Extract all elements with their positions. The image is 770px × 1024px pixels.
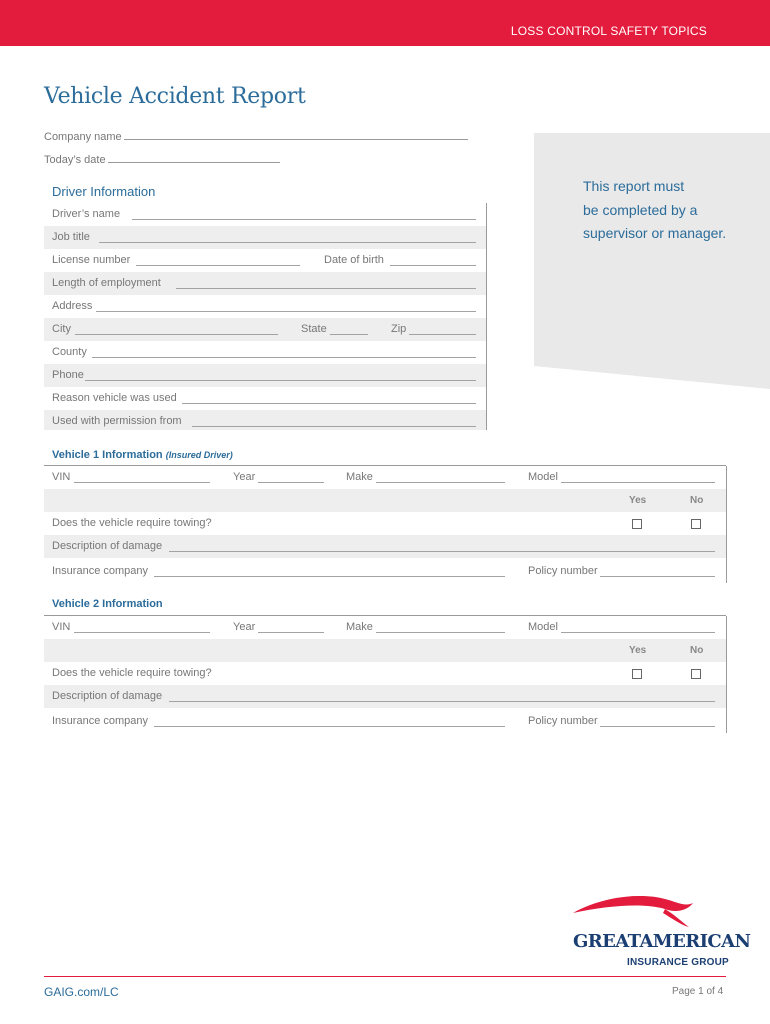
vehicle1-insurance-label: Insurance company (52, 565, 148, 577)
vehicle2-vin-line[interactable] (74, 632, 210, 633)
vehicle2-insurance-label: Insurance company (52, 715, 148, 727)
page-title: Vehicle Accident Report (44, 84, 306, 109)
vehicle1-year-label: Year (233, 471, 256, 483)
address-row[interactable] (44, 295, 486, 318)
vehicle1-policy-label: Policy number (528, 565, 598, 577)
city-label: City (52, 323, 71, 335)
vehicle1-damage-label: Description of damage (52, 540, 163, 552)
vehicle2-towing-yes-checkbox[interactable] (632, 669, 642, 679)
vehicle1-model-label: Model (528, 471, 558, 483)
county-row[interactable] (44, 341, 486, 364)
address-label: Address (52, 300, 93, 312)
driver-info-block (44, 203, 487, 430)
todays-date-label: Today’s date (44, 154, 106, 166)
vehicle1-year-line[interactable] (258, 482, 324, 483)
vehicle1-towing-row (44, 512, 726, 535)
footer-url[interactable]: GAIG.com/LC (44, 985, 119, 999)
vehicle1-towing-yes-checkbox[interactable] (632, 519, 642, 529)
county-label: County (52, 346, 87, 358)
note-line-2: be completed by a (583, 201, 698, 218)
logo-subtitle: INSURANCE GROUP (627, 957, 729, 968)
license-number-line[interactable] (136, 265, 300, 266)
phone-label: Phone (52, 369, 84, 381)
vehicle2-no-header: No (690, 645, 704, 656)
vehicle2-towing-no-checkbox[interactable] (691, 669, 701, 679)
vehicle1-insurance-line[interactable] (154, 576, 505, 577)
banner-text: LOSS CONTROL SAFETY TOPICS (510, 24, 707, 38)
job-title-line[interactable] (99, 242, 476, 243)
vehicle1-block (44, 466, 727, 583)
state-label: State (301, 323, 327, 335)
zip-label: Zip (391, 323, 407, 335)
vehicle2-damage-row[interactable] (44, 685, 726, 708)
city-line[interactable] (75, 334, 278, 335)
vehicle2-vin-row[interactable] (44, 616, 726, 639)
reason-line[interactable] (182, 403, 476, 404)
note-panel (534, 133, 770, 389)
length-of-employment-line[interactable] (176, 288, 476, 289)
zip-line[interactable] (409, 334, 476, 335)
date-of-birth-line[interactable] (390, 265, 476, 266)
vehicle2-policy-label: Policy number (528, 715, 598, 727)
vehicle1-towing-label: Does the vehicle require towing? (52, 517, 212, 529)
vehicle2-yesno-header (44, 639, 726, 662)
date-of-birth-label: Date of birth (324, 254, 384, 266)
vehicle2-yes-header: Yes (629, 645, 647, 656)
county-line[interactable] (92, 357, 476, 358)
vehicle2-year-line[interactable] (258, 632, 324, 633)
driver-section-heading: Driver Information (52, 184, 156, 199)
vehicle2-year-label: Year (233, 621, 256, 633)
permission-row[interactable] (44, 410, 486, 430)
top-banner (0, 0, 770, 46)
job-title-row[interactable] (44, 226, 486, 249)
vehicle1-heading-note: (Insured Driver) (165, 450, 233, 460)
vehicle1-vin-label: VIN (52, 471, 71, 483)
job-title-label: Job title (52, 231, 90, 243)
vehicle2-model-label: Model (528, 621, 558, 633)
license-row[interactable] (44, 249, 486, 272)
todays-date-field[interactable] (44, 153, 280, 166)
vehicle1-make-label: Make (346, 471, 373, 483)
vehicle1-damage-row[interactable] (44, 535, 726, 558)
reason-row[interactable] (44, 387, 486, 410)
vehicle1-no-header: No (690, 495, 704, 506)
note-line-1: This report must (583, 178, 685, 194)
vehicle1-make-line[interactable] (376, 482, 505, 483)
logo-wordmark: GREATAMERICAN (573, 931, 751, 952)
vehicle2-model-line[interactable] (561, 632, 715, 633)
reason-label: Reason vehicle was used (52, 392, 177, 404)
phone-row[interactable] (44, 364, 486, 387)
length-of-employment-label: Length of employment (52, 277, 161, 289)
drivers-name-row[interactable] (44, 203, 486, 226)
vehicle2-policy-line[interactable] (600, 726, 715, 727)
note-line-3: supervisor or manager. (583, 225, 727, 241)
employment-row[interactable] (44, 272, 486, 295)
vehicle1-towing-no-checkbox[interactable] (691, 519, 701, 529)
vehicle1-yesno-header (44, 489, 726, 512)
address-line[interactable] (96, 311, 476, 312)
phone-line[interactable] (85, 380, 476, 381)
license-number-label: License number (52, 254, 131, 266)
vehicle1-yes-header: Yes (629, 495, 647, 506)
permission-label: Used with permission from (52, 415, 182, 427)
vehicle1-damage-line[interactable] (169, 551, 715, 552)
company-name-field[interactable] (44, 130, 468, 143)
permission-line[interactable] (192, 426, 476, 427)
vehicle1-vin-row[interactable] (44, 466, 726, 489)
vehicle2-insurance-row[interactable] (44, 710, 726, 733)
vehicle2-vin-label: VIN (52, 621, 71, 633)
vehicle2-block (44, 616, 727, 733)
vehicle1-model-line[interactable] (561, 482, 715, 483)
vehicle2-towing-label: Does the vehicle require towing? (52, 667, 212, 679)
vehicle2-insurance-line[interactable] (154, 726, 505, 727)
vehicle1-heading-text: Vehicle 1 Information (52, 449, 163, 461)
note-text (583, 175, 763, 246)
vehicle1-section-heading (52, 449, 233, 461)
drivers-name-line[interactable] (132, 219, 476, 220)
page-number: Page 1 of 4 (672, 986, 724, 997)
vehicle2-towing-row (44, 662, 726, 685)
vehicle1-policy-line[interactable] (600, 576, 715, 577)
vehicle2-make-label: Make (346, 621, 373, 633)
state-line[interactable] (330, 334, 368, 335)
company-name-label: Company name (44, 131, 122, 143)
footer-divider (44, 976, 726, 977)
vehicle1-vin-line[interactable] (74, 482, 210, 483)
city-state-zip-row[interactable] (44, 318, 486, 341)
drivers-name-label: Driver’s name (52, 208, 121, 220)
vehicle2-section-heading: Vehicle 2 Information (52, 598, 163, 610)
vehicle2-damage-label: Description of damage (52, 690, 163, 702)
vehicle2-make-line[interactable] (376, 632, 505, 633)
vehicle1-insurance-row[interactable] (44, 560, 726, 583)
vehicle2-damage-line[interactable] (169, 701, 715, 702)
